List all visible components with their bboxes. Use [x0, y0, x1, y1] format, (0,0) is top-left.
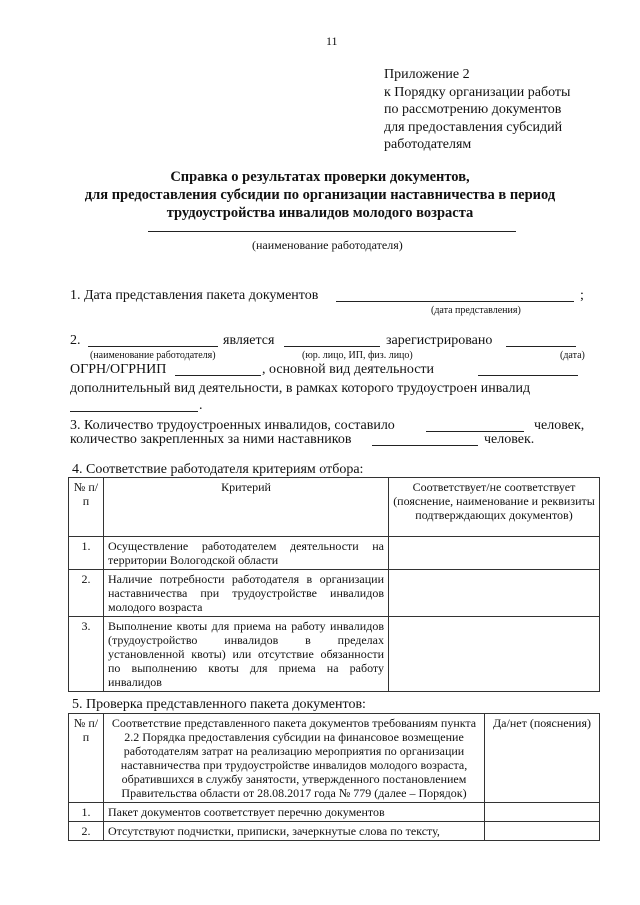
submission-date-blank[interactable] [336, 301, 574, 302]
documents-table [68, 713, 600, 841]
item2-registered: зарегистрировано [386, 333, 493, 348]
row-value[interactable] [485, 803, 600, 822]
row-value[interactable] [389, 617, 600, 692]
title-line: для предоставления субсидии по организации наставничества в период [84, 187, 556, 203]
table-header-row [69, 714, 600, 803]
item2-end: . [199, 398, 203, 413]
row-criterion: Осуществление работодателем деятельности на территории Вологодской области [104, 537, 389, 570]
main-activity-blank[interactable] [478, 375, 578, 376]
additional-activity-label: дополнительный вид деятельности, в рамках которого трудоустроен инвалид [70, 381, 531, 396]
table-row [69, 822, 600, 841]
appendix-line: работодателям [384, 137, 472, 152]
employer-name-blank[interactable] [148, 231, 516, 232]
registration-date-blank[interactable] [506, 346, 576, 347]
mentors-label: количество закрепленных за ними наставников [70, 432, 352, 447]
appendix-line: для предоставления субсидий [384, 119, 563, 135]
title-line: трудоустройства инвалидов молодого возраста [166, 205, 474, 221]
row-num: 1. [69, 537, 104, 570]
table-header-row [69, 478, 600, 537]
item1-label: 1. Дата представления пакета документов [70, 288, 319, 303]
document-title [60, 168, 580, 222]
row-num: 3. [69, 617, 104, 692]
header-num: № п/п [69, 478, 104, 537]
row-text: Отсутствуют подчистки, приписки, зачеркнутые слова по тексту, [104, 822, 485, 841]
mentors-count-blank[interactable] [372, 445, 478, 446]
table-row [69, 570, 600, 617]
additional-activity-blank[interactable] [70, 411, 198, 412]
ogrn-label: ОГРН/ОГРНИП [70, 362, 167, 377]
row-criterion: Выполнение квоты для приема на работу инвалидов (трудоустройство инвалидов в пределах установленной квоты) или отсутствие обязанности по выполнению квоты для приема на работу инвалидов [104, 617, 389, 692]
item1-end: ; [580, 288, 584, 303]
table-row [69, 537, 600, 570]
header-compliance: Соответствует/не соответствует (пояснение, наименование и реквизиты подтверждающих документов) [389, 478, 600, 537]
page-number: 11 [326, 34, 338, 48]
row-num: 1. [69, 803, 104, 822]
item3-persons2: человек. [484, 432, 535, 447]
header-requirement: Соответствие представленного пакета документов требованиям пункта 2.2 Порядка предоставления субсидии на финансовое возмещение работодателям затрат на реализацию мероприятия по организации наставничества при трудоустройстве инвалидов молодого возраста, обратившихся в службу занятости, утвержденного постановлением Правительства области от 28.08.2017 года № 779 (далее – Порядок) [104, 714, 485, 803]
cap-legal-form: (юр. лицо, ИП, физ. лицо) [302, 350, 413, 361]
section4-heading: 4. Соответствие работодателя критериям отбора: [72, 462, 364, 477]
appendix-block [384, 66, 624, 154]
header-num: № п/п [69, 714, 104, 803]
row-num: 2. [69, 822, 104, 841]
criteria-table [68, 477, 600, 692]
cap-date: (дата) [560, 350, 585, 361]
appendix-line: Приложение 2 [384, 67, 470, 82]
section5-heading: 5. Проверка представленного пакета документов: [72, 697, 366, 712]
employer-caption: (наименование работодателя) [252, 238, 403, 252]
row-criterion: Наличие потребности работодателя в организации наставничества при трудоустройстве инвалидов молодого возраста [104, 570, 389, 617]
employer-blank[interactable] [88, 346, 218, 347]
title-line: Справка о результатах проверки документов, [170, 169, 470, 185]
table-row [69, 803, 600, 822]
row-value[interactable] [389, 537, 600, 570]
item1-caption: (дата представления) [431, 305, 521, 316]
item3-persons1: человек, [534, 418, 585, 433]
header-criterion: Критерий [104, 478, 389, 537]
ogrn-blank[interactable] [175, 375, 261, 376]
legal-form-blank[interactable] [284, 346, 380, 347]
row-num: 2. [69, 570, 104, 617]
table-row [69, 617, 600, 692]
appendix-line: к Порядку организации работы [384, 84, 571, 100]
row-value[interactable] [389, 570, 600, 617]
item2-is: является [223, 333, 275, 348]
cap-employer: (наименование работодателя) [90, 350, 216, 361]
item2-num: 2. [70, 333, 81, 348]
header-yes-no: Да/нет (пояснения) [485, 714, 600, 803]
row-text: Пакет документов соответствует перечню документов [104, 803, 485, 822]
item3-label: 3. Количество трудоустроенных инвалидов, составило [70, 418, 395, 433]
appendix-line: по рассмотрению документов [384, 102, 562, 117]
main-activity-label: , основной вид деятельности [262, 362, 435, 377]
row-value[interactable] [485, 822, 600, 841]
